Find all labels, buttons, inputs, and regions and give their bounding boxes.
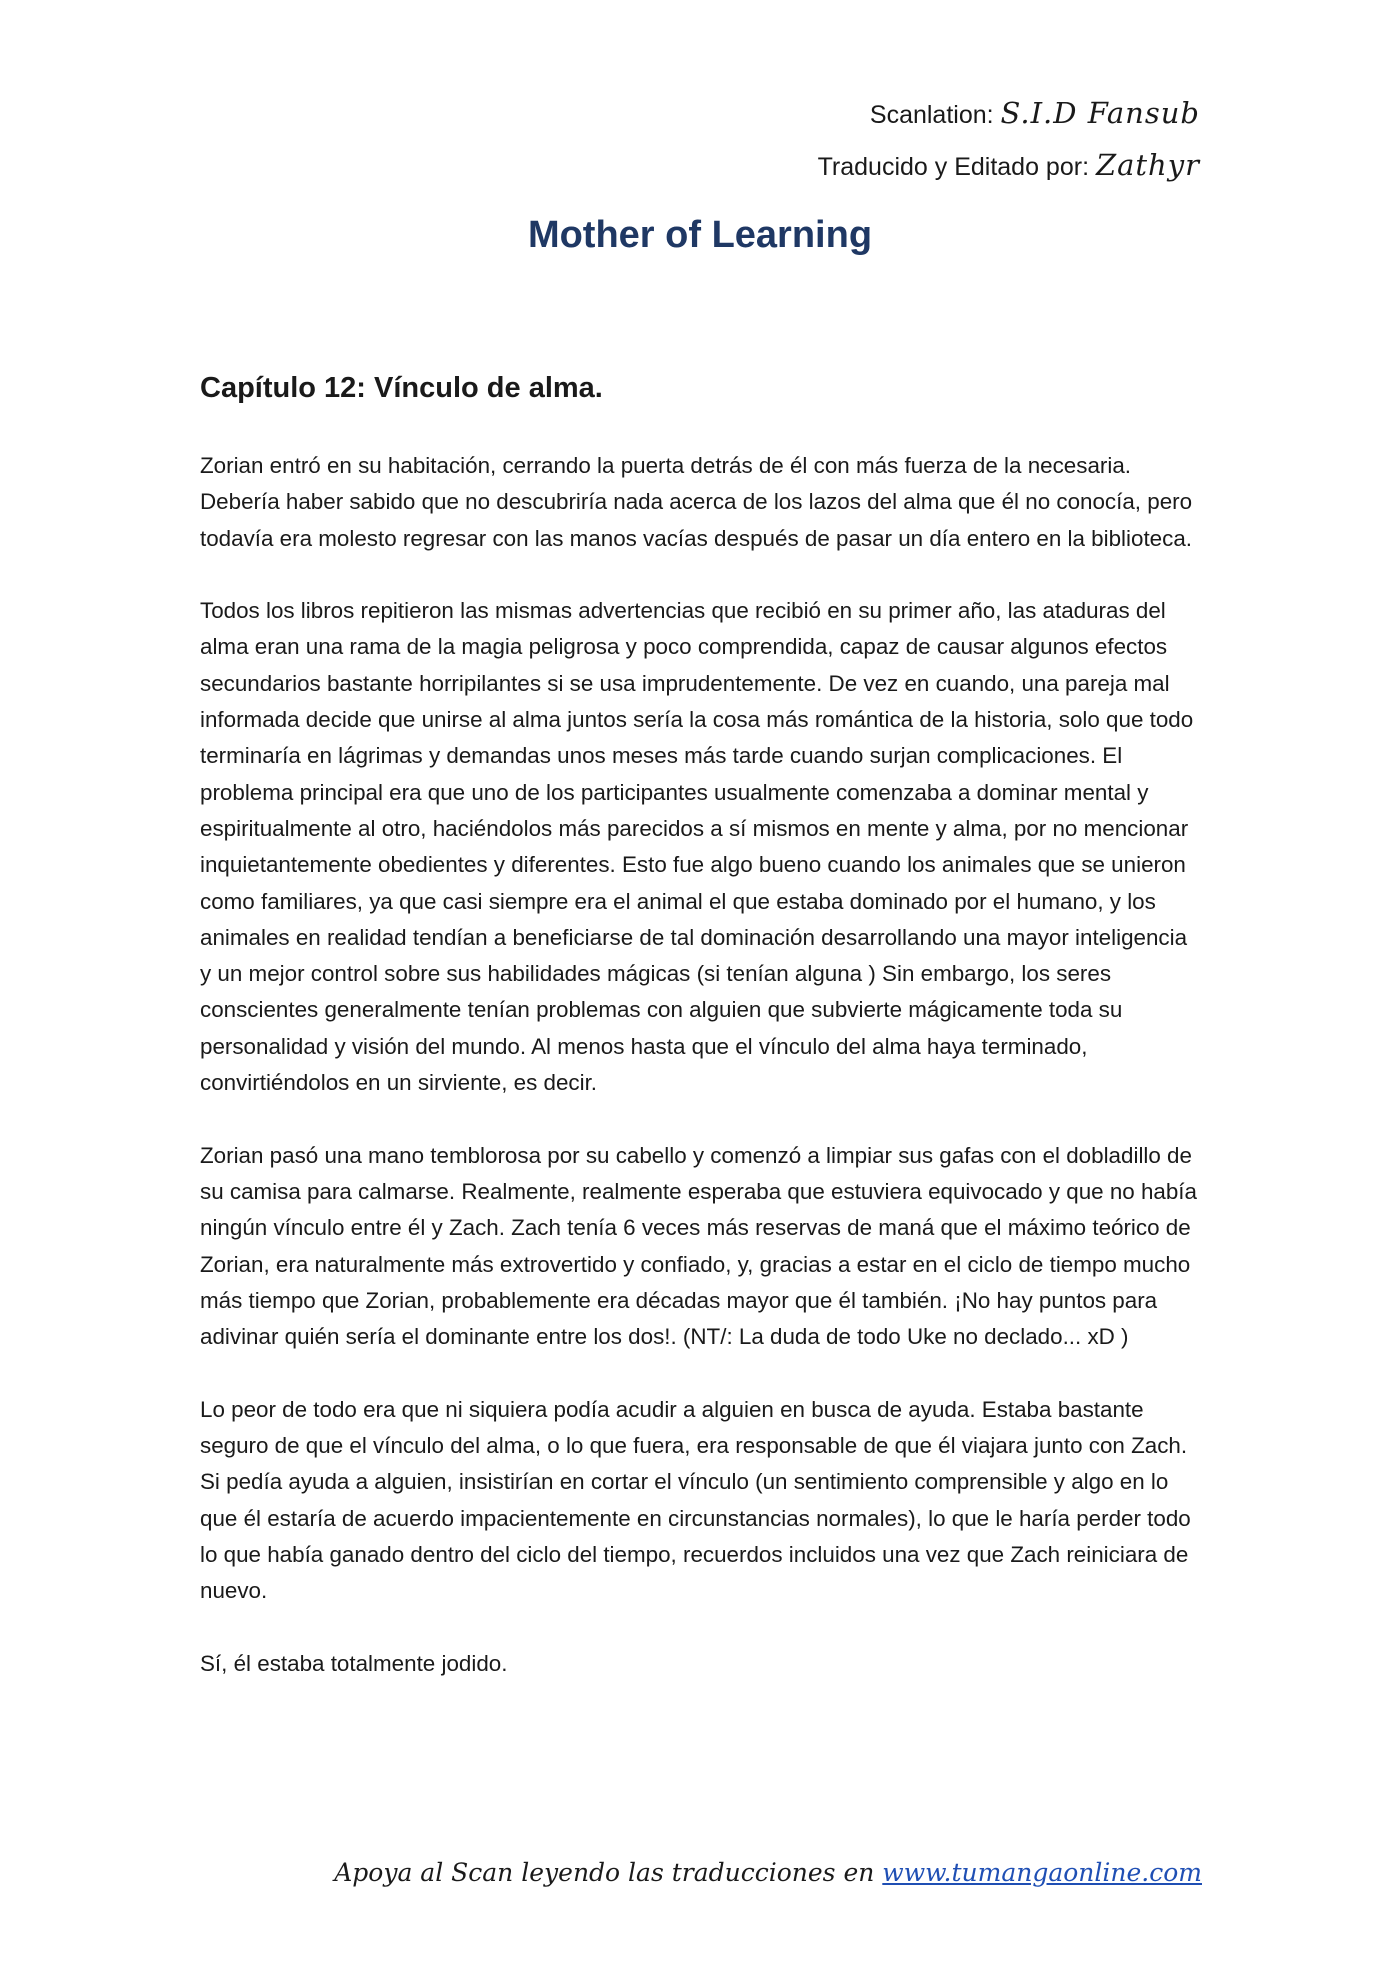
chapter-content [200,368,1204,1718]
footer-note [334,1858,1202,1887]
paragraph: Todos los libros repitieron las mismas advertencias que recibió en su primer año, las ataduras del alma eran una rama de la magia peligrosa y poco comprendida, capaz de causar algunos efectos secundarios bastante horripilantes si se usa imprudentemente. De vez en cuando, una pareja mal informada decide que unirse al alma juntos sería la cosa más romántica de la historia, solo que todo terminaría en lágrimas y demandas unos meses más tarde cuando surjan complicaciones. El problema principal era que uno de los participantes usualmente comenzaba a dominar mental y espiritualmente al otro, haciéndolos más parecidos a sí mismos en mente y alma, por no mencionar inquietantemente obedientes y diferentes. Esto fue algo bueno cuando los animales que se unieron como familiares, ya que casi siempre era el animal el que estaba dominado por el humano, y los animales en realidad tendían a beneficiarse de tal dominación desarrollando una mayor inteligencia y un mejor control sobre sus habilidades mágicas (si tenían alguna ) Sin embargo, los seres conscientes generalmente tenían problemas con alguien que subvierte mágicamente toda su personalidad y visión del mundo. Al menos hasta que el vínculo del alma haya terminado, convirtiéndolos en un sirviente, es decir. [200,598,1194,1096]
document-title: Mother of Learning [527,214,873,256]
chapter-title: Capítulo 12: Vínculo de alma. [200,372,603,404]
translator-label: Traducido y Editado por: [817,153,1090,181]
footer-link[interactable]: www.tumangaonline.com [882,1858,1202,1887]
paragraph: Zorian entró en su habitación, cerrando la puerta detrás de él con más fuerza de la necesaria. Debería haber sabido que no descubriría nada acerca de los lazos del alma que él no conocía, pero todavía era molesto regresar con las manos vacías después de pasar un día entero en la biblioteca. [200,453,1193,551]
translator-value: Zathyr [1095,148,1200,182]
scanlation-label: Scanlation: [869,101,994,129]
paragraph: Lo peor de todo era que ni siquiera podía acudir a alguien en busca de ayuda. Estaba bastante seguro de que el vínculo del alma, o lo que fuera, era responsable de que él viajara junto con Zach. Si pedía ayuda a alguien, insistirían en cortar el vínculo (un sentimiento comprensible y algo en lo que él estaría de acuerdo impacientemente en circunstancias normales), lo que le haría perder todo lo que había ganado dentro del ciclo del tiempo, recuerdos incluidos una vez que Zach reiniciara de nuevo. [200,1396,1191,1604]
credits-block [818,88,1200,192]
paragraph: Zorian pasó una mano temblorosa por su cabello y comenzó a limpiar sus gafas con el dobladillo de su camisa para calmarse. Realmente, realmente esperaba que estuviera equivocado y que no había ningún vínculo entre él y Zach. Zach tenía 6 veces más reservas de maná que el máximo teórico de Zorian, era naturalmente más extrovertido y confiado, y, gracias a estar en el ciclo de tiempo mucho más tiempo que Zorian, probablemente era décadas mayor que él también. ¡No hay puntos para adivinar quién sería el dominante entre los dos!. (NT/: La duda de todo Uke no declado... xD ) [200,1142,1197,1350]
footer-text: Apoya al Scan leyendo las traducciones en [334,1858,883,1887]
paragraph: Sí, él estaba totalmente jodido. [200,1650,508,1676]
scanlation-credit [818,88,1200,140]
translator-credit [818,140,1200,192]
scanlation-value: S.I.D Fansub [1000,96,1200,130]
